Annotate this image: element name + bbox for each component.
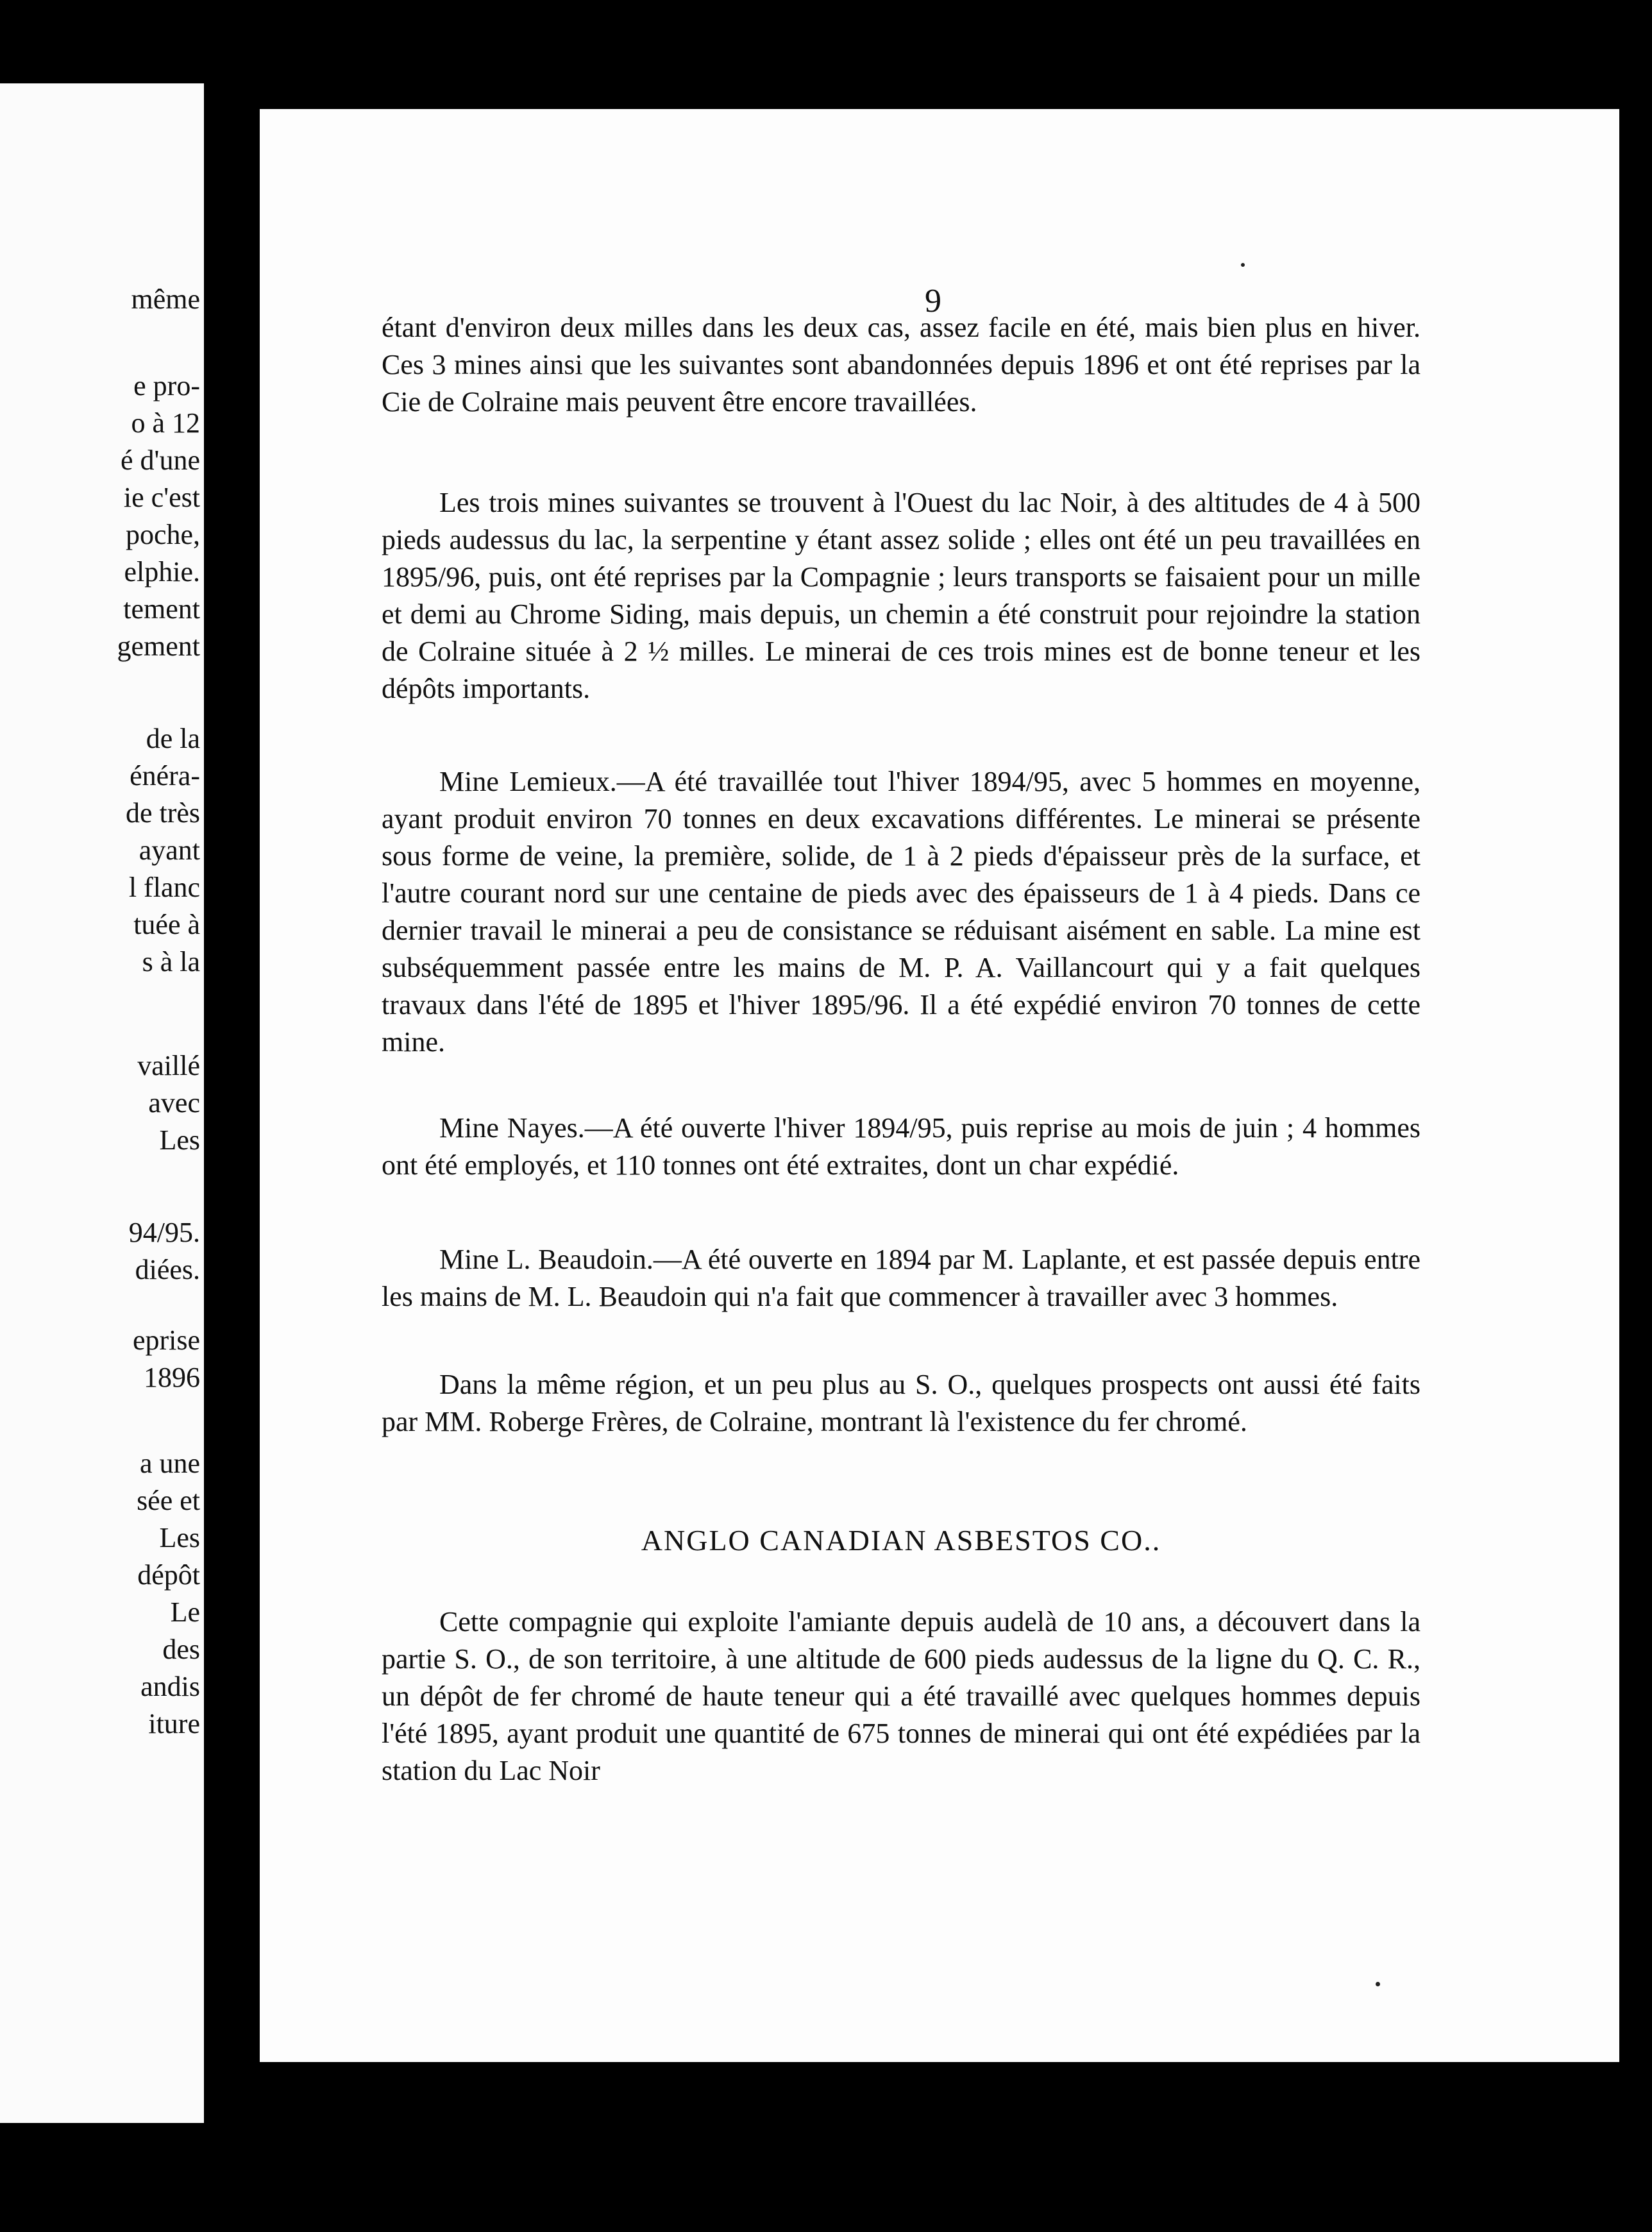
left-fragment: o à 12 <box>131 407 200 439</box>
left-fragment: avec <box>148 1087 200 1119</box>
left-fragment: Le <box>170 1596 200 1628</box>
left-fragment: de très <box>125 797 200 829</box>
paragraph: Mine L. Beaudoin.—A été ouverte en 1894 par M. Laplante, et est passée depuis entre les mains de M. L. Beaudoin qui n'a fait que commencer à travailler avec 3 hommes. <box>382 1244 1420 1312</box>
left-fragment: énéra- <box>130 760 200 791</box>
section-heading: ANGLO CANADIAN ASBESTOS CO.. <box>641 1524 1161 1557</box>
left-fragment: 1896 <box>144 1362 200 1393</box>
right-page <box>260 109 1619 2062</box>
left-fragment: diées. <box>135 1254 200 1285</box>
paragraph: Cette compagnie qui exploite l'amiante depuis audelà de 10 ans, a découvert dans la partie S. O., de son territoire, à une altitude de 600 pieds audessus de la ligne du Q. C. R., un dépôt de fer chromé de haute teneur qui a été travaillé avec quelques hommes depuis l'été 1895, ayant produit une quantité de 675 tonnes de minerai qui ont été expédiées par la station du Lac Noir <box>382 1606 1420 1786</box>
left-fragment: ie c'est <box>123 482 200 513</box>
left-fragment: andis <box>140 1671 200 1702</box>
left-fragment: gement <box>117 630 200 662</box>
left-fragment: Les <box>159 1124 200 1156</box>
paragraph: Les trois mines suivantes se trouvent à l'Ouest du lac Noir, à des altitudes de 4 à 500 pieds audessus du lac, la serpentine y étant assez solide ; elles ont été un peu travaillées en 1895/96, puis, ont été reprises par la Compagnie ; leurs transports se faisaient pour un mille et demi au Chrome Siding, mais depuis, un chemin a été construit pour rejoindre la station de Colraine située à 2 ½ milles. Le minerai de ces trois mines est de bonne teneur et les dépôts importants. <box>382 487 1420 704</box>
left-fragment: même <box>131 283 200 315</box>
left-fragment: s à la <box>142 946 200 977</box>
paragraph: Mine Lemieux.—A été travaillée tout l'hiver 1894/95, avec 5 hommes en moyenne, ayant produit environ 70 tonnes en deux excavations différentes. Le minerai se présente sous forme de veine, la première, solide, de 1 à 2 pieds d'épaisseur près de la surface, et l'autre courant nord sur une centaine de pieds avec des épaisseurs de 1 à 4 pieds. Dans ce dernier travail le minerai a peu de consistance se réduisant aisément en sable. La mine est subséquemment passée entre les mains de M. P. A. Vaillancourt qui y a fait quelques travaux dans l'été de 1895 et l'hiver 1895/96. Il a été expédié environ 70 tonnes de cette mine. <box>382 766 1420 1058</box>
left-fragment: vaillé <box>137 1050 200 1081</box>
left-fragment: iture <box>148 1708 200 1739</box>
left-fragment: ayant <box>139 834 200 866</box>
left-fragment: de la <box>146 723 200 754</box>
left-fragment: poche, <box>125 519 200 550</box>
paper-speck <box>1376 1982 1380 1986</box>
paper-speck <box>1241 263 1245 267</box>
paragraph: Mine Nayes.—A été ouverte l'hiver 1894/95, puis reprise au mois de juin ; 4 hommes ont été employés, et 110 tonnes ont été extraites, dont un char expédié. <box>382 1112 1420 1181</box>
left-fragment: tuée à <box>133 909 200 940</box>
left-fragment: l flanc <box>128 872 200 903</box>
left-fragment: e pro- <box>133 370 200 402</box>
left-fragment: a une <box>139 1448 200 1479</box>
left-fragment: sée et <box>137 1485 200 1516</box>
left-fragment: dépôt <box>137 1559 200 1591</box>
left-fragment: tement <box>123 593 200 625</box>
paragraph: étant d'environ deux milles dans les deux cas, assez facile en été, mais bien plus en hiver. Ces 3 mines ainsi que les suivantes sont abandonnées depuis 1896 et ont été reprises par la Cie de Colraine mais peuvent être encore travaillées. <box>382 312 1420 418</box>
paragraph: Dans la même région, et un peu plus au S. O., quelques prospects ont aussi été faits par MM. Roberge Frères, de Colraine, montrant là l'existence du fer chromé. <box>382 1369 1420 1437</box>
left-fragment: 94/95. <box>128 1217 200 1248</box>
left-fragment: des <box>162 1634 200 1665</box>
left-fragment: é d'une <box>121 444 200 476</box>
page-number: 9 <box>925 283 941 319</box>
left-page-edge <box>0 83 204 2123</box>
left-fragment: eprise <box>132 1324 200 1356</box>
left-fragment: elphie. <box>124 556 200 588</box>
left-fragment: Les <box>159 1522 200 1553</box>
book-gutter <box>204 77 249 2155</box>
